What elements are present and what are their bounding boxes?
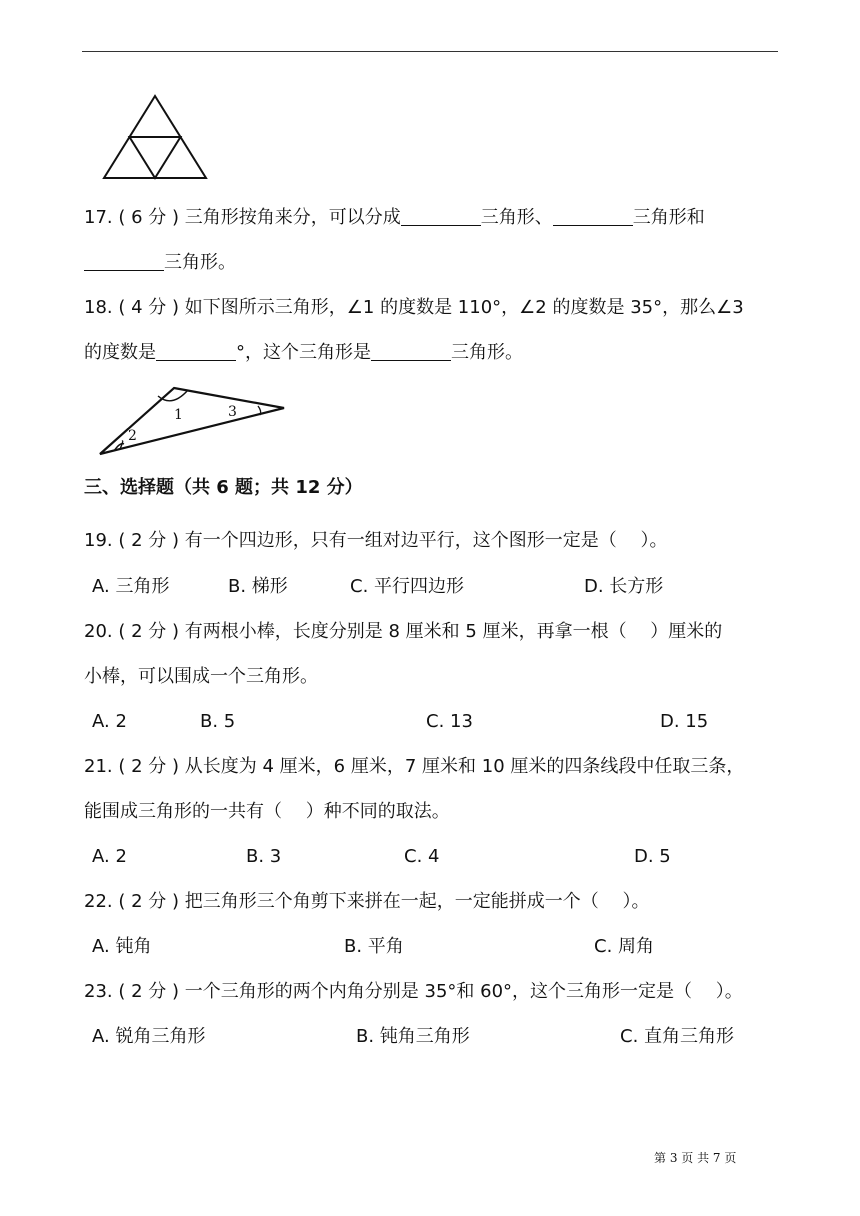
q18-line2 — [84, 341, 523, 365]
section-heading: 三、选择题（共 6 题；共 12 分） — [84, 477, 363, 498]
header-rule — [82, 51, 778, 52]
q23-option-a[interactable]: A. 锐角三角形 — [92, 1026, 206, 1047]
q20-line1 — [84, 620, 722, 644]
q17-line1 — [84, 206, 705, 230]
q17-blank2[interactable] — [553, 207, 633, 226]
q18-blank1[interactable] — [156, 342, 236, 361]
q22-option-a[interactable]: A. 钝角 — [92, 936, 152, 957]
q18-text2: 的度数是 — [84, 342, 156, 363]
q19-option-b[interactable]: B. 梯形 — [228, 576, 288, 597]
q19-number: 19. — [84, 530, 113, 551]
q21-option-b[interactable]: B. 3 — [246, 846, 282, 867]
q17-text4: 三角形。 — [164, 252, 236, 273]
q22-line1 — [84, 890, 650, 914]
q20-option-a[interactable]: A. 2 — [92, 711, 127, 732]
q21-option-c[interactable]: C. 4 — [404, 846, 440, 867]
q20-option-d[interactable]: D. 15 — [660, 711, 709, 732]
q22-score: ( 2 分 ) — [118, 891, 180, 912]
q19-line1 — [84, 529, 668, 553]
q23-line1 — [84, 980, 743, 1004]
q23-option-c[interactable]: C. 直角三角形 — [620, 1026, 735, 1047]
q17-line2 — [84, 251, 236, 275]
q23-score: ( 2 分 ) — [118, 981, 180, 1002]
q21-number: 21. — [84, 756, 113, 777]
q19-text: 有一个四边形，只有一组对边平行，这个图形一定是（ ）。 — [184, 530, 668, 551]
q17-text3: 三角形和 — [632, 207, 705, 228]
q20-line2: 小棒，可以围成一个三角形。 — [84, 666, 318, 687]
q21-text: 从长度为 4 厘米，6 厘米，7 厘米和 10 厘米的四条线段中任取三条， — [184, 756, 745, 777]
q23-number: 23. — [84, 981, 113, 1002]
q17-blank1[interactable] — [401, 207, 481, 226]
q20-option-c[interactable]: C. 13 — [426, 711, 473, 732]
q22-option-c[interactable]: C. 周角 — [594, 936, 655, 957]
q21-line1 — [84, 755, 744, 779]
q18-number: 18. — [84, 297, 113, 318]
q21-option-a[interactable]: A. 2 — [92, 846, 127, 867]
obtuse-triangle-figure — [96, 384, 292, 458]
q20-number: 20. — [84, 621, 113, 642]
q19-option-c[interactable]: C. 平行四边形 — [350, 576, 465, 597]
q21-line2: 能围成三角形的一共有（ ）种不同的取法。 — [84, 801, 450, 822]
q18-score: ( 4 分 ) — [118, 297, 180, 318]
figure-label-2: 2 — [128, 428, 137, 444]
q21-score: ( 2 分 ) — [118, 756, 180, 777]
q20-text: 有两根小棒，长度分别是 8 厘米和 5 厘米，再拿一根（ ）厘米的 — [184, 621, 723, 642]
nested-triangle-figure — [100, 92, 212, 182]
q17-text2: 三角形、 — [480, 207, 553, 228]
q18-blank2[interactable] — [371, 342, 451, 361]
q22-text: 把三角形三个角剪下来拼在一起，一定能拼成一个（ ）。 — [184, 891, 650, 912]
q22-number: 22. — [84, 891, 113, 912]
q23-text: 一个三角形的两个内角分别是 35°和 60°，这个三角形一定是（ ）。 — [184, 981, 743, 1002]
figure-label-1: 1 — [174, 407, 183, 423]
q18-text1: 如下图所示三角形，∠1 的度数是 110°，∠2 的度数是 35°，那么∠3 — [184, 297, 744, 318]
q18-line1 — [84, 296, 744, 320]
q18-text4: 三角形。 — [451, 342, 523, 363]
q17-number: 17. — [84, 207, 113, 228]
q19-score: ( 2 分 ) — [118, 530, 180, 551]
q20-option-b[interactable]: B. 5 — [200, 711, 236, 732]
q19-option-a[interactable]: A. 三角形 — [92, 576, 170, 597]
q23-option-b[interactable]: B. 钝角三角形 — [356, 1026, 470, 1047]
q18-text3: °，这个三角形是 — [236, 342, 371, 363]
figure-label-3: 3 — [228, 404, 237, 420]
page-footer: 第 3 页 共 7 页 — [654, 1151, 737, 1165]
q17-score: ( 6 分 ) — [118, 207, 180, 228]
q21-option-d[interactable]: D. 5 — [634, 846, 671, 867]
q22-option-b[interactable]: B. 平角 — [344, 936, 404, 957]
q17-blank3[interactable] — [84, 252, 164, 271]
q17-text1: 三角形按角来分，可以分成 — [184, 207, 401, 228]
q20-score: ( 2 分 ) — [118, 621, 180, 642]
q19-option-d[interactable]: D. 长方形 — [584, 576, 664, 597]
